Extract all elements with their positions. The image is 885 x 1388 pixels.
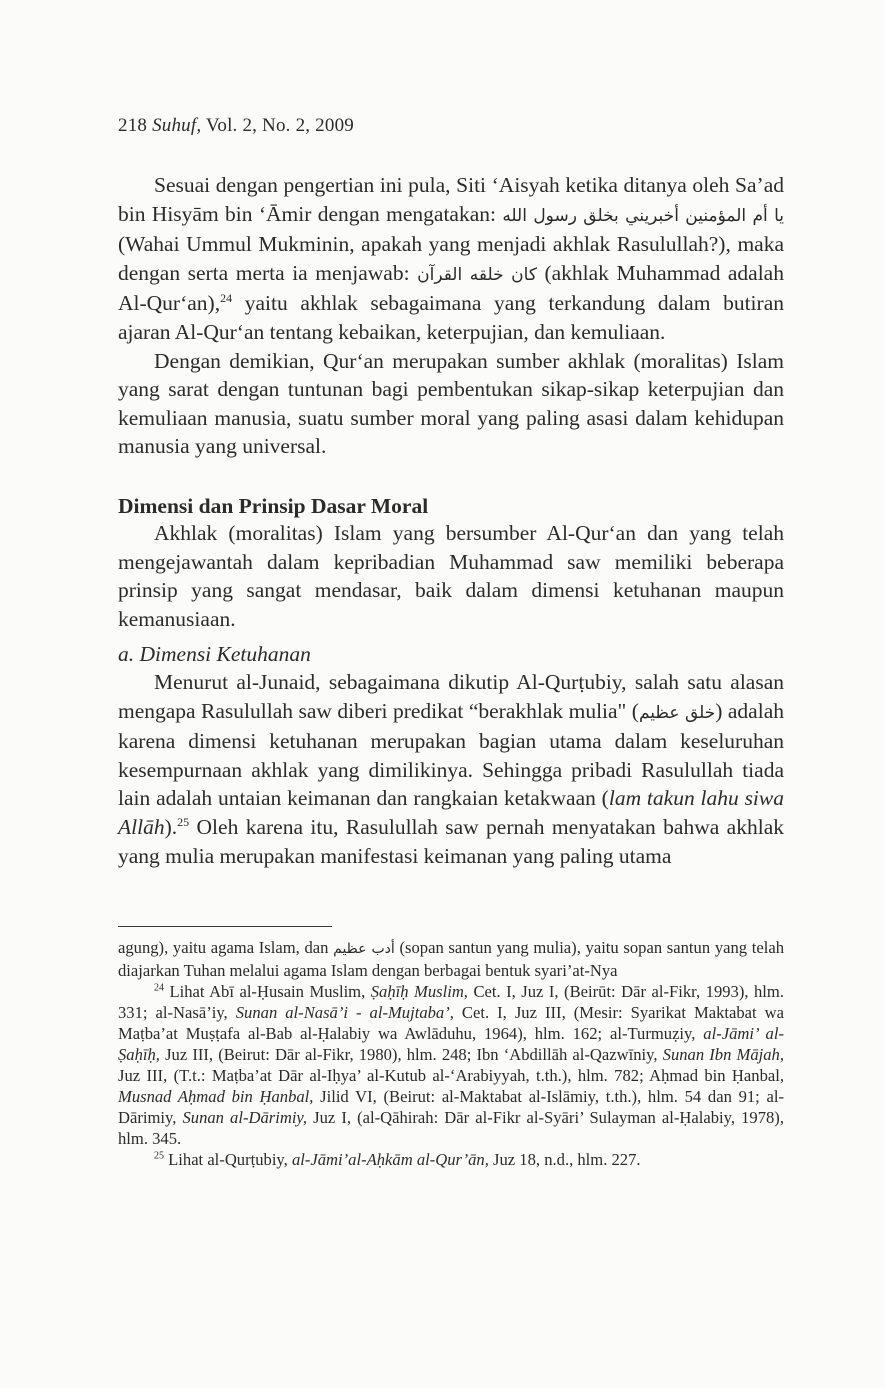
paragraph-akhlak-principles: Akhlak (moralitas) Islam yang bersumber Al-Qur‘an dan yang telah mengejawantah dalam kepribadian Muhammad saw memiliki beberapa prinsip yang sangat mendasar, baik dalam dimensi ketuhanan maupun kemanusiaan. [118, 521, 784, 631]
arabic-question: يا أم المؤمنين أخبريني بخلق رسول الله [502, 205, 784, 226]
body-block-1 [118, 171, 784, 461]
arabic-khuluq-azim: خلق عظيم [638, 702, 716, 723]
fn24-text-1: Lihat Abī al-Ḥusain Muslim, [164, 982, 371, 1001]
footnotes [118, 937, 784, 1170]
page-number: 218 [118, 115, 148, 136]
section-heading: Dimensi dan Prinsip Dasar Moral [118, 494, 429, 518]
footnote-24 [118, 981, 784, 1149]
para1-text-1: Sesuai dengan pengertian ini pula, Siti ‘Aisyah ketika ditanya oleh Sa’ad bin Hisyām bin ‘Āmir dengan mengatakan: [118, 173, 784, 226]
para4-text-4: Oleh karena itu, Rasulullah saw pernah menyatakan bahwa akhlak yang mulia merupakan manifestasi keimanan yang paling utama [118, 814, 784, 868]
fn24-title-4: Sunan Ibn Mājah, [662, 1045, 784, 1064]
italic-phrase: lam takun lahu siwa Allāh [118, 786, 784, 839]
fn24-text-4: Juz III, (Beirut: Dār al-Fikr, 1980), hlm. 248; Ibn ‘Abdillāh al-Qazwīniy, [159, 1045, 663, 1064]
fn24-title-2: Sunan al-Nasā’i - al-Mujtaba’, [235, 1003, 454, 1022]
fn-cont-text-2: (sopan santun yang mulia), yaitu sopan santun yang telah diajarkan Tuhan melalui agama Islam dengan berbagai bentuk syari’at-Nya [118, 938, 785, 980]
footnote-number-24: 24 [154, 982, 164, 994]
body-block-3 [118, 668, 784, 870]
para1-text-3: (akhlak Muhammad adalah Al-Qur‘an), [118, 260, 784, 316]
fn24-title-3: al-Jāmi’ al-Ṣaḥīḥ, [118, 1024, 784, 1064]
paragraph-quran-source: Dengan demikian, Qur‘an merupakan sumber akhlak (moralitas) Islam yang sarat dengan tuntunan bagi pembentukan sikap-sikap keterpujian dan kemuliaan manusia, suatu sumber moral yang paling asasi dalam kehidupan manusia yang universal. [118, 348, 784, 459]
fn25-text-1: Lihat al-Qurṭubiy, [164, 1150, 292, 1169]
fn24-text-7: Juz I, (al-Qāhirah: Dār al-Fikr al-Syāri’ Sulayman al-Ḥalabiy, 1978), hlm. 345. [118, 1108, 784, 1148]
body-block-2 [118, 519, 784, 633]
fn24-text-2: Cet. I, Juz I, (Beirūt: Dār al-Fikr, 1993), hlm. 331; al-Nasā’iy, [118, 982, 784, 1022]
fn25-title-1: al-Jāmi’al-Aḥkām al-Qur’ān, [291, 1150, 489, 1169]
para4-text-1: Menurut al-Junaid, sebagaimana dikutip Al-Qurṭubiy, salah satu alasan mengapa Rasulullah saw diberi predikat “berakhlak mulia" ( [118, 670, 784, 723]
fn24-title-1: Ṣaḥīḥ Muslim, [370, 982, 468, 1001]
para4-text-3: ). [164, 814, 178, 839]
journal-title: Suhuf, [152, 115, 202, 136]
fn24-text-5: Juz III, (T.t.: Maṭba’at Dār al-Iḥya’ al-Kutub al-‘Arabiyyah, t.th.), hlm. 782; Aḥmad bin Ḥanbal, [118, 1066, 784, 1085]
footnote-ref-25: 25 [177, 814, 190, 829]
arabic-adab-azim: أدب عظيم [333, 941, 395, 957]
footnote-continuation [118, 937, 784, 981]
volume-info: Vol. 2, No. 2, 2009 [205, 115, 354, 136]
paragraph-junaid [118, 668, 784, 870]
subsection-heading: a. Dimensi Ketuhanan [118, 642, 311, 666]
running-head [118, 115, 354, 137]
footnote-ref-24: 24 [220, 291, 233, 306]
fn-cont-text-1: agung), yaitu agama Islam, dan [118, 938, 334, 957]
fn25-text-2: Juz 18, n.d., hlm. 227. [488, 1150, 641, 1169]
footnote-number-25: 25 [154, 1150, 164, 1162]
para1-text-2: (Wahai Ummul Mukminin, apakah yang menjadi akhlak Rasulullah?), maka dengan serta merta ia menjawab: [118, 232, 784, 285]
fn24-title-6: Sunan al-Dārimiy, [182, 1108, 308, 1127]
fn24-text-6: Jilid VI, (Beirut: al-Maktabat al-Islāmiy, t.th.), hlm. 54 dan 91; al-Dārimiy, [118, 1087, 784, 1127]
para4-text-2: ) adalah karena dimensi ketuhanan merupakan bagian utama dalam keseluruhan kesempurnaan akhlak yang dimilikinya. Sehingga pribadi Rasulullah tiada lain adalah untaian keimanan dan rangkaian ketakwaan ( [118, 698, 784, 811]
fn24-title-5: Musnad Aḥmad bin Ḥanbal, [118, 1087, 314, 1106]
fn24-text-3: Cet. I, Juz III, (Mesir: Syarikat Maktabat wa Maṭba’at Muṣṭafa al-Bab al-Ḥalabiy wa Awlāduhu, 1964), hlm. 162; al-Turmuẓiy, [118, 1003, 785, 1043]
footnote-25 [118, 1149, 784, 1170]
para1-text-4: yaitu akhlak sebagaimana yang terkandung dalam butiran ajaran Al-Qur‘an tentang kebaikan, keterpujian, dan kemuliaan. [118, 291, 784, 344]
footnote-rule [118, 926, 332, 927]
arabic-answer: كان خلقه القرآن [417, 264, 537, 285]
paragraph-aisyah [118, 171, 784, 347]
